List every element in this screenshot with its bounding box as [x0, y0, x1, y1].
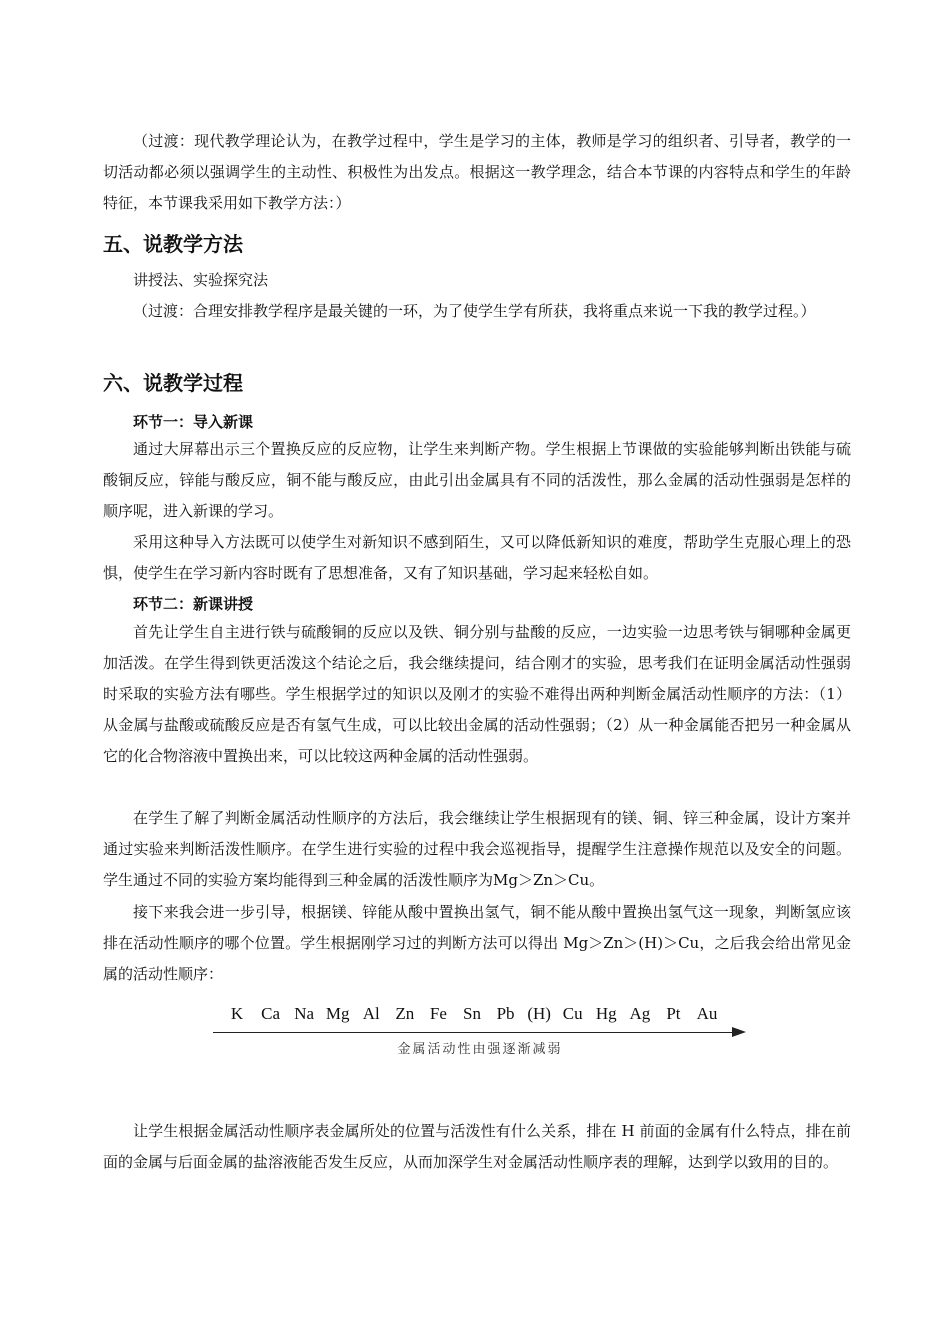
- activity-caption: 金属活动性由强逐渐减弱: [397, 1042, 563, 1057]
- metal-symbol: Na: [294, 1004, 315, 1023]
- transition-paragraph-1: （过渡：现代教学理论认为，在教学过程中，学生是学习的主体，教师是学习的组织者、引导者，教学的一切活动都必须以强调学生的主动性、积极性为出发点。根据这一教学理念，结合本节课的内容特点和学生的年龄特征，本节课我采用如下教学方法：）: [103, 132, 851, 212]
- intro-paragraph-2: 采用这种导入方法既可以使学生对新知识不感到陌生，又可以降低新知识的难度，帮助学生克服心理上的恐惧，使学生在学习新内容时既有了思想准备，又有了知识基础，学习起来轻松自如。: [103, 533, 851, 582]
- metal-symbol: Cu: [562, 1004, 583, 1023]
- metal-symbol: Al: [362, 1004, 380, 1023]
- metal-symbol: Hg: [595, 1004, 617, 1023]
- methods-paragraph: 讲授法、实验探究法: [133, 271, 269, 289]
- metal-symbol: Pb: [496, 1004, 515, 1023]
- activity-arrow-line: [213, 1032, 733, 1033]
- metal-symbol: Ca: [261, 1004, 281, 1023]
- metal-symbol: Pt: [666, 1004, 681, 1023]
- metal-symbol: Sn: [463, 1004, 481, 1023]
- subheading-step-2: 环节二：新课讲授: [133, 595, 254, 613]
- metal-series-row: [210, 1000, 750, 1028]
- teaching-paragraph-1: 首先让学生自主进行铁与硫酸铜的反应以及铁、铜分别与盐酸的反应，一边实验一边思考铁与铜哪种金属更加活泼。在学生得到铁更活泼这个结论之后，我会继续提问，结合刚才的实验，思考我们在证明金属活动性强弱时采取的实验方法有哪些。学生根据学过的知识以及刚才的实验不难得出两种判断金属活动性顺序的方法：（1）从金属与盐酸或硫酸反应是否有氢气生成，可以比较出金属的活动性强弱；（2）从一种金属能否把另一种金属从它的化合物溶液中置换出来，可以比较这两种金属的活动性强弱。: [103, 623, 851, 765]
- teaching-paragraph-2: 在学生了解了判断金属活动性顺序的方法后，我会继续让学生根据现有的镁、铜、锌三种金属，设计方案并通过实验来判断活泼性顺序。在学生进行实验的过程中我会巡视指导，提醒学生注意操作规范以及安全的问题。学生通过不同的实验方案均能得到三种金属的活泼性顺序为Mg＞Zn＞Cu。: [103, 809, 851, 889]
- section-heading-methods: 五、说教学方法: [103, 232, 243, 256]
- section-heading-process: 六、说教学过程: [103, 371, 243, 395]
- transition-paragraph-2: （过渡：合理安排教学程序是最关键的一环，为了使学生学有所获，我将重点来说一下我的教学过程。）: [133, 302, 816, 320]
- metal-symbol: Zn: [395, 1004, 415, 1023]
- metal-symbol: Au: [696, 1004, 718, 1023]
- metal-symbol: (H): [527, 1004, 551, 1023]
- closing-paragraph: 让学生根据金属活动性顺序表金属所处的位置与活泼性有什么关系，排在 H 前面的金属有什么特点，排在前面的金属与后面金属的盐溶液能否发生反应，从而加深学生对金属活动性顺序表的理解，达到学以致用的目的。: [103, 1122, 851, 1171]
- metal-activity-series-figure: [210, 1000, 750, 1070]
- metal-symbol: Ag: [629, 1004, 651, 1023]
- subheading-step-1: 环节一：导入新课: [133, 413, 254, 431]
- metal-symbol: Mg: [325, 1004, 350, 1023]
- intro-paragraph-1: 通过大屏幕出示三个置换反应的反应物，让学生来判断产物。学生根据上节课做的实验能够判断出铁能与硫酸铜反应，锌能与酸反应，铜不能与酸反应，由此引出金属具有不同的活泼性，那么金属的活动性强弱是怎样的顺序呢，进入新课的学习。: [103, 440, 851, 520]
- metal-symbol: K: [230, 1004, 244, 1023]
- metal-symbol: Fe: [429, 1004, 447, 1023]
- arrow-head-icon: [732, 1027, 746, 1037]
- teaching-paragraph-3: 接下来我会进一步引导，根据镁、锌能从酸中置换出氢气，铜不能从酸中置换出氢气这一现象，判断氢应该排在活动性顺序的哪个位置。学生根据刚学习过的判断方法可以得出 Mg＞Zn＞(H)＞Cu，之后我会给出常见金属的活动性顺序：: [103, 903, 851, 983]
